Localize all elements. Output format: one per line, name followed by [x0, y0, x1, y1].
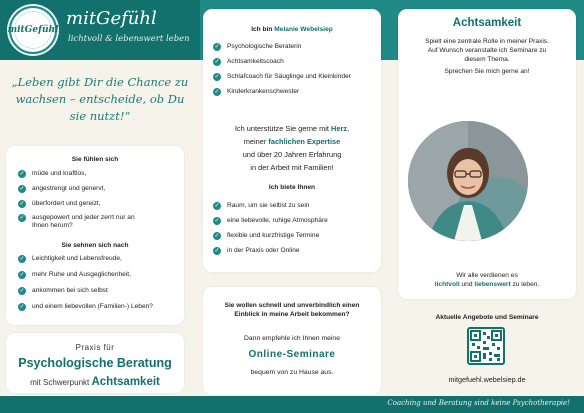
online-question: Sie wollen schnell und unverbindlich einen Einblick in meine Arbeit bekommen?	[224, 302, 360, 318]
list-item: ✓ Psychologische Beraterin	[214, 43, 302, 50]
offer-title: Ich biete Ihnen	[268, 184, 316, 191]
portrait-photo	[408, 121, 528, 241]
list-item: ✓ in der Praxis oder Online	[214, 247, 300, 254]
list-item: ✓ ausgepowert und jeder zerrt nur an Ihnen herum?	[19, 214, 135, 229]
check-circle-icon: ✓	[214, 59, 220, 65]
list-item: ✓ überfordert und gereizt,	[19, 200, 101, 207]
praxis-line-2: Psychologische Beratung	[18, 356, 172, 370]
check-circle-icon: ✓	[214, 233, 220, 239]
list-item: ✓ flexible und kurzfristige Termine	[214, 232, 320, 239]
check-circle-icon: ✓	[214, 89, 220, 95]
brand-logo	[9, 6, 57, 54]
check-circle-icon: ✓	[19, 215, 25, 221]
offer-list	[213, 202, 379, 262]
qr-code-icon	[469, 329, 503, 363]
feel-list-2	[18, 255, 180, 319]
achtsamkeit-title: Achtsamkeit	[452, 17, 522, 29]
feel-card	[6, 146, 184, 325]
check-circle-icon: ✓	[19, 272, 25, 278]
list-item: ✓ und einem liebevollen (Familien-) Leben?	[19, 303, 153, 310]
praxis-line-3: mit Schwerpunkt Achtsamkeit	[30, 376, 160, 388]
list-item: ✓ eine liebevolle, ruhige Atmosphäre	[214, 217, 328, 224]
online-card	[203, 287, 381, 395]
praxis-line-1: Praxis für	[75, 343, 115, 352]
list-item: ✓ Raum, um sie selbst zu sein	[214, 202, 310, 209]
list-item: ✓ müde und kraftlos,	[19, 170, 87, 177]
achtsamkeit-card	[398, 9, 576, 299]
check-circle-icon: ✓	[214, 218, 220, 224]
angebote-heading: Aktuelle Angebote und Seminare	[435, 314, 539, 321]
online-recommend: Dann empfehle ich Ihnen meine	[244, 335, 340, 342]
check-circle-icon: ✓	[214, 203, 220, 209]
about-list	[213, 43, 379, 103]
list-item: ✓ mehr Ruhe und Ausgeglichenheit,	[19, 271, 131, 278]
achtsamkeit-bottom: Wir alle verdienen es lichtvoll und liebenswert zu leben.	[434, 272, 540, 288]
list-item: ✓ Schlafcoach für Säuglinge und Kleinkinder	[214, 73, 351, 80]
list-item: ✓ Leichtigkeit und Lebensfreude,	[19, 255, 122, 262]
list-item: ✓ angestrengt und genervt,	[19, 185, 106, 192]
about-heading: Ich bin Melanie Webelsiep	[251, 26, 333, 33]
support-text: Ich unterstütze Sie gerne mit Herz, meiner fachlichen Expertise und über 20 Jahren Erfahrung in der Arbeit mit Familien!	[234, 124, 350, 172]
online-note: bequem von zu Hause aus.	[250, 369, 334, 376]
logo-text: mitGefühl	[7, 25, 59, 35]
portrait-illustration	[408, 121, 528, 241]
feel-list	[18, 170, 178, 232]
list-item: ✓ ankommen bei sich selbst	[19, 287, 108, 294]
list-item: ✓ Achtsamkeitscoach	[214, 58, 284, 65]
footer-disclaimer: Coaching und Beratung sind keine Psychotherapie!	[387, 399, 570, 407]
check-circle-icon: ✓	[214, 248, 220, 254]
about-card	[203, 9, 381, 272]
achtsamkeit-text: Spielt eine zentrale Rolle in meiner Praxis. Auf Wunsch veranstalte ich Seminare zu diesem Thema. Sprechen Sie mich gerne an!	[425, 38, 549, 75]
check-circle-icon: ✓	[19, 171, 25, 177]
logo-ring	[14, 11, 52, 49]
brand-name: mitGefühl	[66, 8, 157, 29]
brand-tagline: lichtvoll & lebenswert leben	[68, 34, 190, 44]
quote: „Leben gibt Dir die Chance zu wachsen – entscheide, ob Du sie nutzt!“	[11, 75, 189, 123]
check-circle-icon: ✓	[214, 44, 220, 50]
check-circle-icon: ✓	[214, 74, 220, 80]
feel-title-2: Sie sehnen sich nach	[61, 242, 129, 249]
list-item: ✓ Kinderkrankenschwester	[214, 88, 300, 95]
check-circle-icon: ✓	[19, 256, 25, 262]
check-circle-icon: ✓	[19, 186, 25, 192]
website-link[interactable]: mitgefuehl.webelsiep.de	[448, 375, 526, 384]
check-circle-icon: ✓	[19, 288, 25, 294]
online-title: Online-Seminare	[248, 349, 336, 360]
feel-title: Sie fühlen sich	[71, 156, 119, 163]
check-circle-icon: ✓	[19, 201, 25, 207]
praxis-card	[6, 333, 184, 393]
qr-code[interactable]	[467, 327, 505, 365]
check-circle-icon: ✓	[19, 304, 25, 310]
